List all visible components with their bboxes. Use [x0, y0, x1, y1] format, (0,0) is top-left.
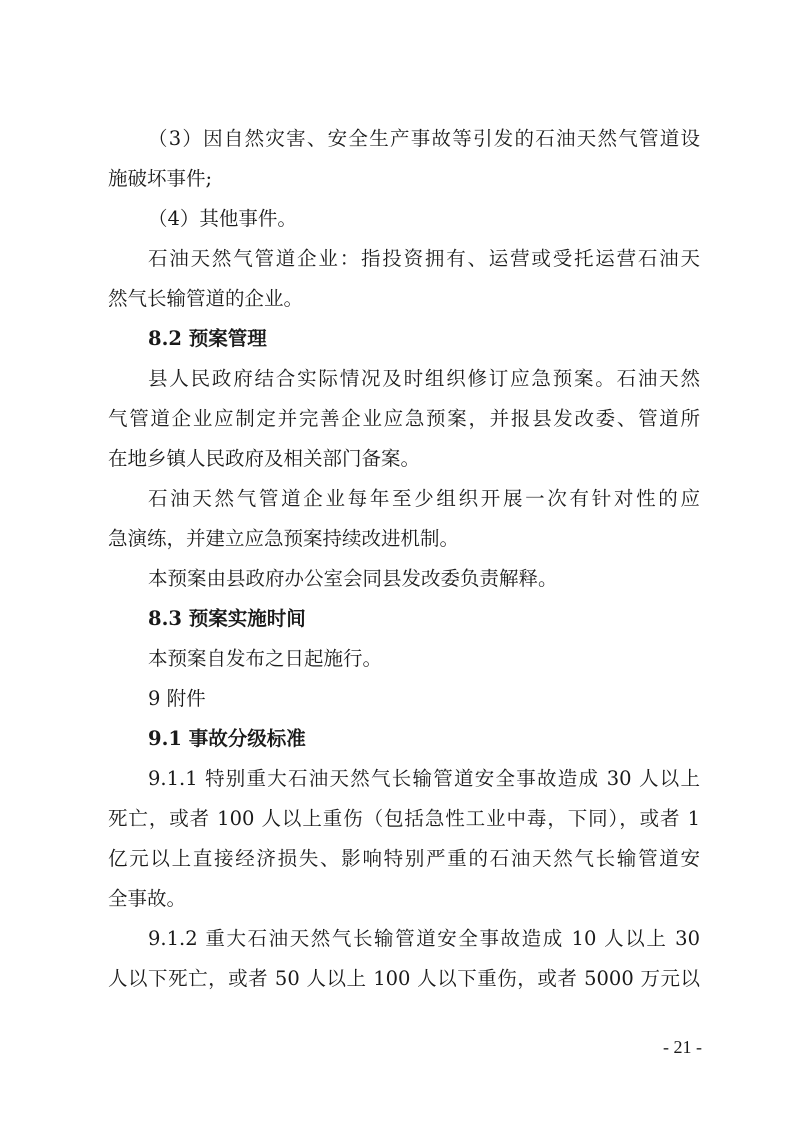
text-line: 气管道企业应制定并完善企业应急预案，并报县发改委、管道所 — [108, 407, 700, 430]
text-line: （4）其他事件。 — [148, 207, 297, 230]
page-number: - 21 - — [663, 1037, 702, 1057]
text-line: 死亡，或者 100 人以上重伤（包括急性工业中毒，下同），或者 1 — [108, 807, 700, 830]
text-line: 石油天然气管道企业：指投资拥有、运营或受托运营石油天 — [148, 247, 700, 270]
section-heading: 8.2 预案管理 — [148, 327, 267, 350]
text-line: 9.1.1 特别重大石油天然气长输管道安全事故造成 30 人以上 — [148, 767, 700, 790]
section-heading: 9 附件 — [148, 687, 206, 710]
text-line: 9.1.2 重大石油天然气长输管道安全事故造成 10 人以上 30 — [148, 927, 700, 950]
section-heading: 8.3 预案实施时间 — [148, 607, 306, 630]
text-line: 施破坏事件; — [108, 167, 213, 190]
text-line: 全事故。 — [108, 887, 187, 910]
text-line: 石油天然气管道企业每年至少组织开展一次有针对性的应 — [148, 487, 700, 510]
section-heading: 9.1 事故分级标准 — [148, 727, 306, 750]
text-line: 急演练，并建立应急预案持续改进机制。 — [108, 527, 460, 550]
text-line: 本预案由县政府办公室会同县发改委负责解释。 — [148, 567, 558, 590]
text-line: 亿元以上直接经济损失、影响特别严重的石油天然气长输管道安 — [108, 847, 700, 870]
text-line: 本预案自发布之日起施行。 — [148, 647, 383, 670]
text-line: 在地乡镇人民政府及相关部门备案。 — [108, 447, 421, 470]
text-line: 人以下死亡，或者 50 人以上 100 人以下重伤，或者 5000 万元以 — [108, 967, 700, 990]
text-line: 然气长输管道的企业。 — [108, 287, 304, 310]
text-line: （3）因自然灾害、安全生产事故等引发的石油天然气管道设 — [148, 127, 700, 150]
text-line: 县人民政府结合实际情况及时组织修订应急预案。石油天然 — [148, 367, 700, 390]
